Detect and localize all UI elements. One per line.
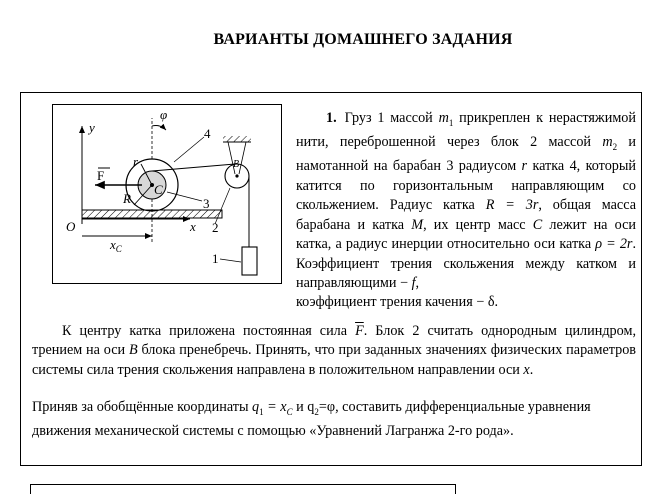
label-F: F bbox=[97, 168, 105, 183]
paragraph-task: Приняв за обобщённые координаты $q_1 = x_C$ и $q_2=\varphi$, составить дифференциальные уравнения движения механической системы с помощью «Уравнений Лагранжа 2-го рода». bbox=[32, 399, 591, 440]
label-4: 4 bbox=[204, 126, 211, 141]
next-task-frame bbox=[30, 484, 456, 494]
label-r: r bbox=[133, 154, 139, 169]
label-C: C bbox=[154, 182, 163, 197]
load-1 bbox=[242, 247, 257, 275]
mechanism-figure bbox=[52, 104, 282, 284]
phi-arrow bbox=[152, 126, 166, 131]
label-x: x bbox=[190, 219, 196, 234]
label-2: 2 bbox=[212, 220, 219, 235]
problem-number: 1. bbox=[326, 110, 337, 126]
label-phi: φ bbox=[160, 107, 168, 122]
paragraph-force: К центру катка приложена постоянная сила $\overline{F}$. Блок 2 считать однородным цилиндром, трением на оси B блока пренебречь. Принять, что при заданных значениях физических параметров системы сила трения скольжения направлена в положительном направлении оси x. bbox=[32, 323, 636, 378]
label-xc: $x_C$ bbox=[110, 237, 122, 254]
problem-rolling: коэффициент трения качения − δ. bbox=[296, 294, 499, 311]
label-y: y bbox=[89, 120, 95, 135]
page-title: ВАРИАНТЫ ДОМАШНЕГО ЗАДАНИЯ bbox=[213, 31, 513, 48]
label-B: B bbox=[233, 159, 240, 170]
label-R: R bbox=[123, 191, 131, 206]
thread bbox=[152, 164, 235, 171]
label-1: 1 bbox=[212, 251, 219, 266]
problem-statement: 1. Груз 1 массой $m_1$ прикреплен к нерастяжимой нити, переброшенной через блок 2 массой $m_2$ и намотанной на барабан 3 радиусом r катка 4, который катится по горизонтальным направляющим со скольжением. Радиус катка R = 3r, общая масса барабана и катка M, их центр масс C лежит на оси катка, а радиус инерции относительно оси катка ρ = 2r. Коэффициент трения скольжения между катком и направляющими − f, коэффициент трения качения − δ. bbox=[296, 109, 636, 313]
label-O: O bbox=[66, 219, 76, 234]
label-3: 3 bbox=[203, 196, 210, 211]
